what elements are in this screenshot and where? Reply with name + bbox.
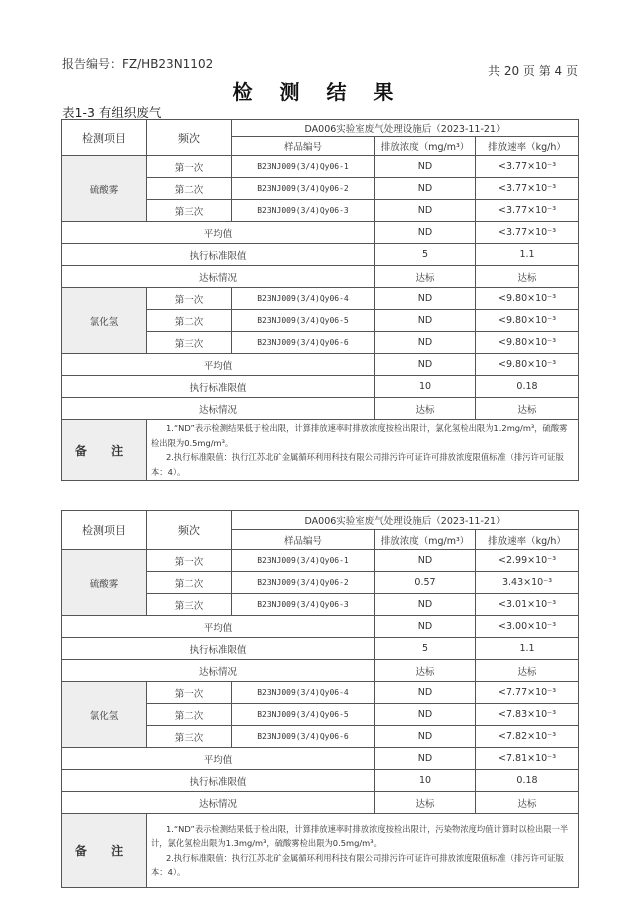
sample-id-cell: B23NJ009(3/4)Qy06-6 — [232, 332, 375, 354]
average-rate: <7.81×10⁻³ — [476, 748, 579, 770]
frequency-cell: 第二次 — [147, 572, 232, 594]
remark-text — [147, 420, 579, 481]
compliance-rate: 达标 — [476, 660, 579, 682]
sample-id-cell: B23NJ009(3/4)Qy06-5 — [232, 704, 375, 726]
remark-row — [62, 420, 579, 481]
limit-label: 执行标准限值 — [62, 376, 375, 398]
frequency-cell: 第三次 — [147, 594, 232, 616]
limit-row — [62, 376, 579, 398]
concentration-cell: ND — [375, 200, 476, 222]
table-label: 表1-3 有组织废气 — [62, 105, 162, 120]
concentration-cell: ND — [375, 310, 476, 332]
remark-label: 备 注 — [62, 420, 147, 481]
frequency-cell: 第二次 — [147, 310, 232, 332]
remark-line: 2.执行标准限值：执行江苏北矿金属循环利用科技有限公司排污许可证许可排放浓度限值标准（排污许可证版本：4）。 — [151, 852, 564, 877]
average-row — [62, 354, 579, 376]
pollutant-name: 硫酸雾 — [62, 550, 147, 616]
limit-row — [62, 638, 579, 660]
table-row — [62, 682, 579, 704]
concentration-cell: ND — [375, 704, 476, 726]
frequency-cell: 第三次 — [147, 200, 232, 222]
rate-cell: <2.99×10⁻³ — [476, 550, 579, 572]
average-rate: <9.80×10⁻³ — [476, 354, 579, 376]
rate-cell: <9.80×10⁻³ — [476, 332, 579, 354]
header-item: 检测项目 — [62, 120, 147, 156]
limit-rate: 0.18 — [476, 770, 579, 792]
frequency-cell: 第一次 — [147, 682, 232, 704]
rate-cell: <3.77×10⁻³ — [476, 200, 579, 222]
sample-id-cell: B23NJ009(3/4)Qy06-1 — [232, 156, 375, 178]
results-table-2 — [61, 510, 579, 888]
sample-id-cell: B23NJ009(3/4)Qy06-4 — [232, 288, 375, 310]
rate-cell: <7.82×10⁻³ — [476, 726, 579, 748]
compliance-concentration: 达标 — [375, 792, 476, 814]
compliance-label: 达标情况 — [62, 398, 375, 420]
limit-concentration: 10 — [375, 770, 476, 792]
compliance-row — [62, 660, 579, 682]
header-rate: 排放速率（kg/h） — [476, 137, 579, 156]
compliance-rate: 达标 — [476, 266, 579, 288]
table-row — [62, 288, 579, 310]
frequency-cell: 第三次 — [147, 726, 232, 748]
concentration-cell: ND — [375, 178, 476, 200]
sample-id-cell: B23NJ009(3/4)Qy06-2 — [232, 178, 375, 200]
header-location: DA006实验室废气处理设施后（2023-11-21） — [232, 511, 579, 530]
compliance-rate: 达标 — [476, 792, 579, 814]
limit-concentration: 5 — [375, 638, 476, 660]
pollutant-name: 氯化氢 — [62, 288, 147, 354]
rate-cell: <3.77×10⁻³ — [476, 178, 579, 200]
report-number: 报告编号：FZ/HB23N1102 — [62, 57, 214, 71]
limit-label: 执行标准限值 — [62, 638, 375, 660]
compliance-concentration: 达标 — [375, 266, 476, 288]
limit-label: 执行标准限值 — [62, 244, 375, 266]
pollutant-name: 氯化氢 — [62, 682, 147, 748]
average-concentration: ND — [375, 222, 476, 244]
compliance-concentration: 达标 — [375, 660, 476, 682]
average-row — [62, 748, 579, 770]
average-row — [62, 222, 579, 244]
rate-cell: <9.80×10⁻³ — [476, 310, 579, 332]
table-row — [62, 156, 579, 178]
rate-cell: <9.80×10⁻³ — [476, 288, 579, 310]
table-row — [62, 550, 579, 572]
concentration-cell: ND — [375, 682, 476, 704]
rate-cell: <3.77×10⁻³ — [476, 156, 579, 178]
header-location: DA006实验室废气处理设施后（2023-11-21） — [232, 120, 579, 137]
average-row — [62, 616, 579, 638]
average-label: 平均值 — [62, 354, 375, 376]
page-counter: 共 20 页 第 4 页 — [488, 64, 578, 78]
frequency-cell: 第二次 — [147, 704, 232, 726]
average-label: 平均值 — [62, 222, 375, 244]
average-rate: <3.77×10⁻³ — [476, 222, 579, 244]
limit-rate: 1.1 — [476, 244, 579, 266]
remark-label: 备 注 — [62, 814, 147, 888]
average-label: 平均值 — [62, 748, 375, 770]
page-title: 检 测 结 果 — [232, 80, 404, 104]
concentration-cell: ND — [375, 594, 476, 616]
limit-row — [62, 770, 579, 792]
remark-text — [147, 814, 579, 888]
rate-cell: <7.77×10⁻³ — [476, 682, 579, 704]
sample-id-cell: B23NJ009(3/4)Qy06-5 — [232, 310, 375, 332]
compliance-row — [62, 792, 579, 814]
sample-id-cell: B23NJ009(3/4)Qy06-6 — [232, 726, 375, 748]
header-frequency: 频次 — [147, 511, 232, 550]
average-rate: <3.00×10⁻³ — [476, 616, 579, 638]
compliance-rate: 达标 — [476, 398, 579, 420]
limit-concentration: 5 — [375, 244, 476, 266]
compliance-row — [62, 266, 579, 288]
sample-id-cell: B23NJ009(3/4)Qy06-3 — [232, 594, 375, 616]
header-sample: 样品编号 — [232, 530, 375, 550]
sample-id-cell: B23NJ009(3/4)Qy06-2 — [232, 572, 375, 594]
results-table-1 — [61, 119, 579, 481]
compliance-label: 达标情况 — [62, 266, 375, 288]
compliance-label: 达标情况 — [62, 792, 375, 814]
compliance-concentration: 达标 — [375, 398, 476, 420]
concentration-cell: ND — [375, 550, 476, 572]
sample-id-cell: B23NJ009(3/4)Qy06-1 — [232, 550, 375, 572]
concentration-cell: ND — [375, 288, 476, 310]
concentration-cell: ND — [375, 332, 476, 354]
compliance-row — [62, 398, 579, 420]
header-sample: 样品编号 — [232, 137, 375, 156]
header-concentration: 排放浓度（mg/m³） — [375, 530, 476, 550]
remark-row — [62, 814, 579, 888]
frequency-cell: 第一次 — [147, 156, 232, 178]
header-item: 检测项目 — [62, 511, 147, 550]
limit-row — [62, 244, 579, 266]
limit-rate: 1.1 — [476, 638, 579, 660]
rate-cell: 3.43×10⁻³ — [476, 572, 579, 594]
remark-line: 2.执行标准限值：执行江苏北矿金属循环利用科技有限公司排污许可证许可排放浓度限值标准（排污许可证版本：4）。 — [151, 452, 564, 477]
frequency-cell: 第二次 — [147, 178, 232, 200]
header-concentration: 排放浓度（mg/m³） — [375, 137, 476, 156]
rate-cell: <3.01×10⁻³ — [476, 594, 579, 616]
header-rate: 排放速率（kg/h） — [476, 530, 579, 550]
concentration-cell: ND — [375, 726, 476, 748]
concentration-cell: 0.57 — [375, 572, 476, 594]
compliance-label: 达标情况 — [62, 660, 375, 682]
limit-label: 执行标准限值 — [62, 770, 375, 792]
remark-line: 1.“ND”表示检测结果低于检出限，计算排放速率时排放浓度按检出限计，污染物浓度均值计算时以检出限一半计，氯化氢检出限为1.3mg/m³，硫酸雾检出限为0.5mg/m³。 — [151, 823, 569, 848]
frequency-cell: 第三次 — [147, 332, 232, 354]
average-label: 平均值 — [62, 616, 375, 638]
remark-line: 1.“ND”表示检测结果低于检出限，计算排放速率时排放浓度按检出限计，氯化氢检出限为1.2mg/m³，硫酸雾检出限为0.5mg/m³。 — [151, 423, 568, 448]
average-concentration: ND — [375, 354, 476, 376]
header-frequency: 频次 — [147, 120, 232, 156]
sample-id-cell: B23NJ009(3/4)Qy06-3 — [232, 200, 375, 222]
frequency-cell: 第一次 — [147, 288, 232, 310]
limit-concentration: 10 — [375, 376, 476, 398]
average-concentration: ND — [375, 748, 476, 770]
limit-rate: 0.18 — [476, 376, 579, 398]
concentration-cell: ND — [375, 156, 476, 178]
frequency-cell: 第一次 — [147, 550, 232, 572]
rate-cell: <7.83×10⁻³ — [476, 704, 579, 726]
pollutant-name: 硫酸雾 — [62, 156, 147, 222]
average-concentration: ND — [375, 616, 476, 638]
sample-id-cell: B23NJ009(3/4)Qy06-4 — [232, 682, 375, 704]
